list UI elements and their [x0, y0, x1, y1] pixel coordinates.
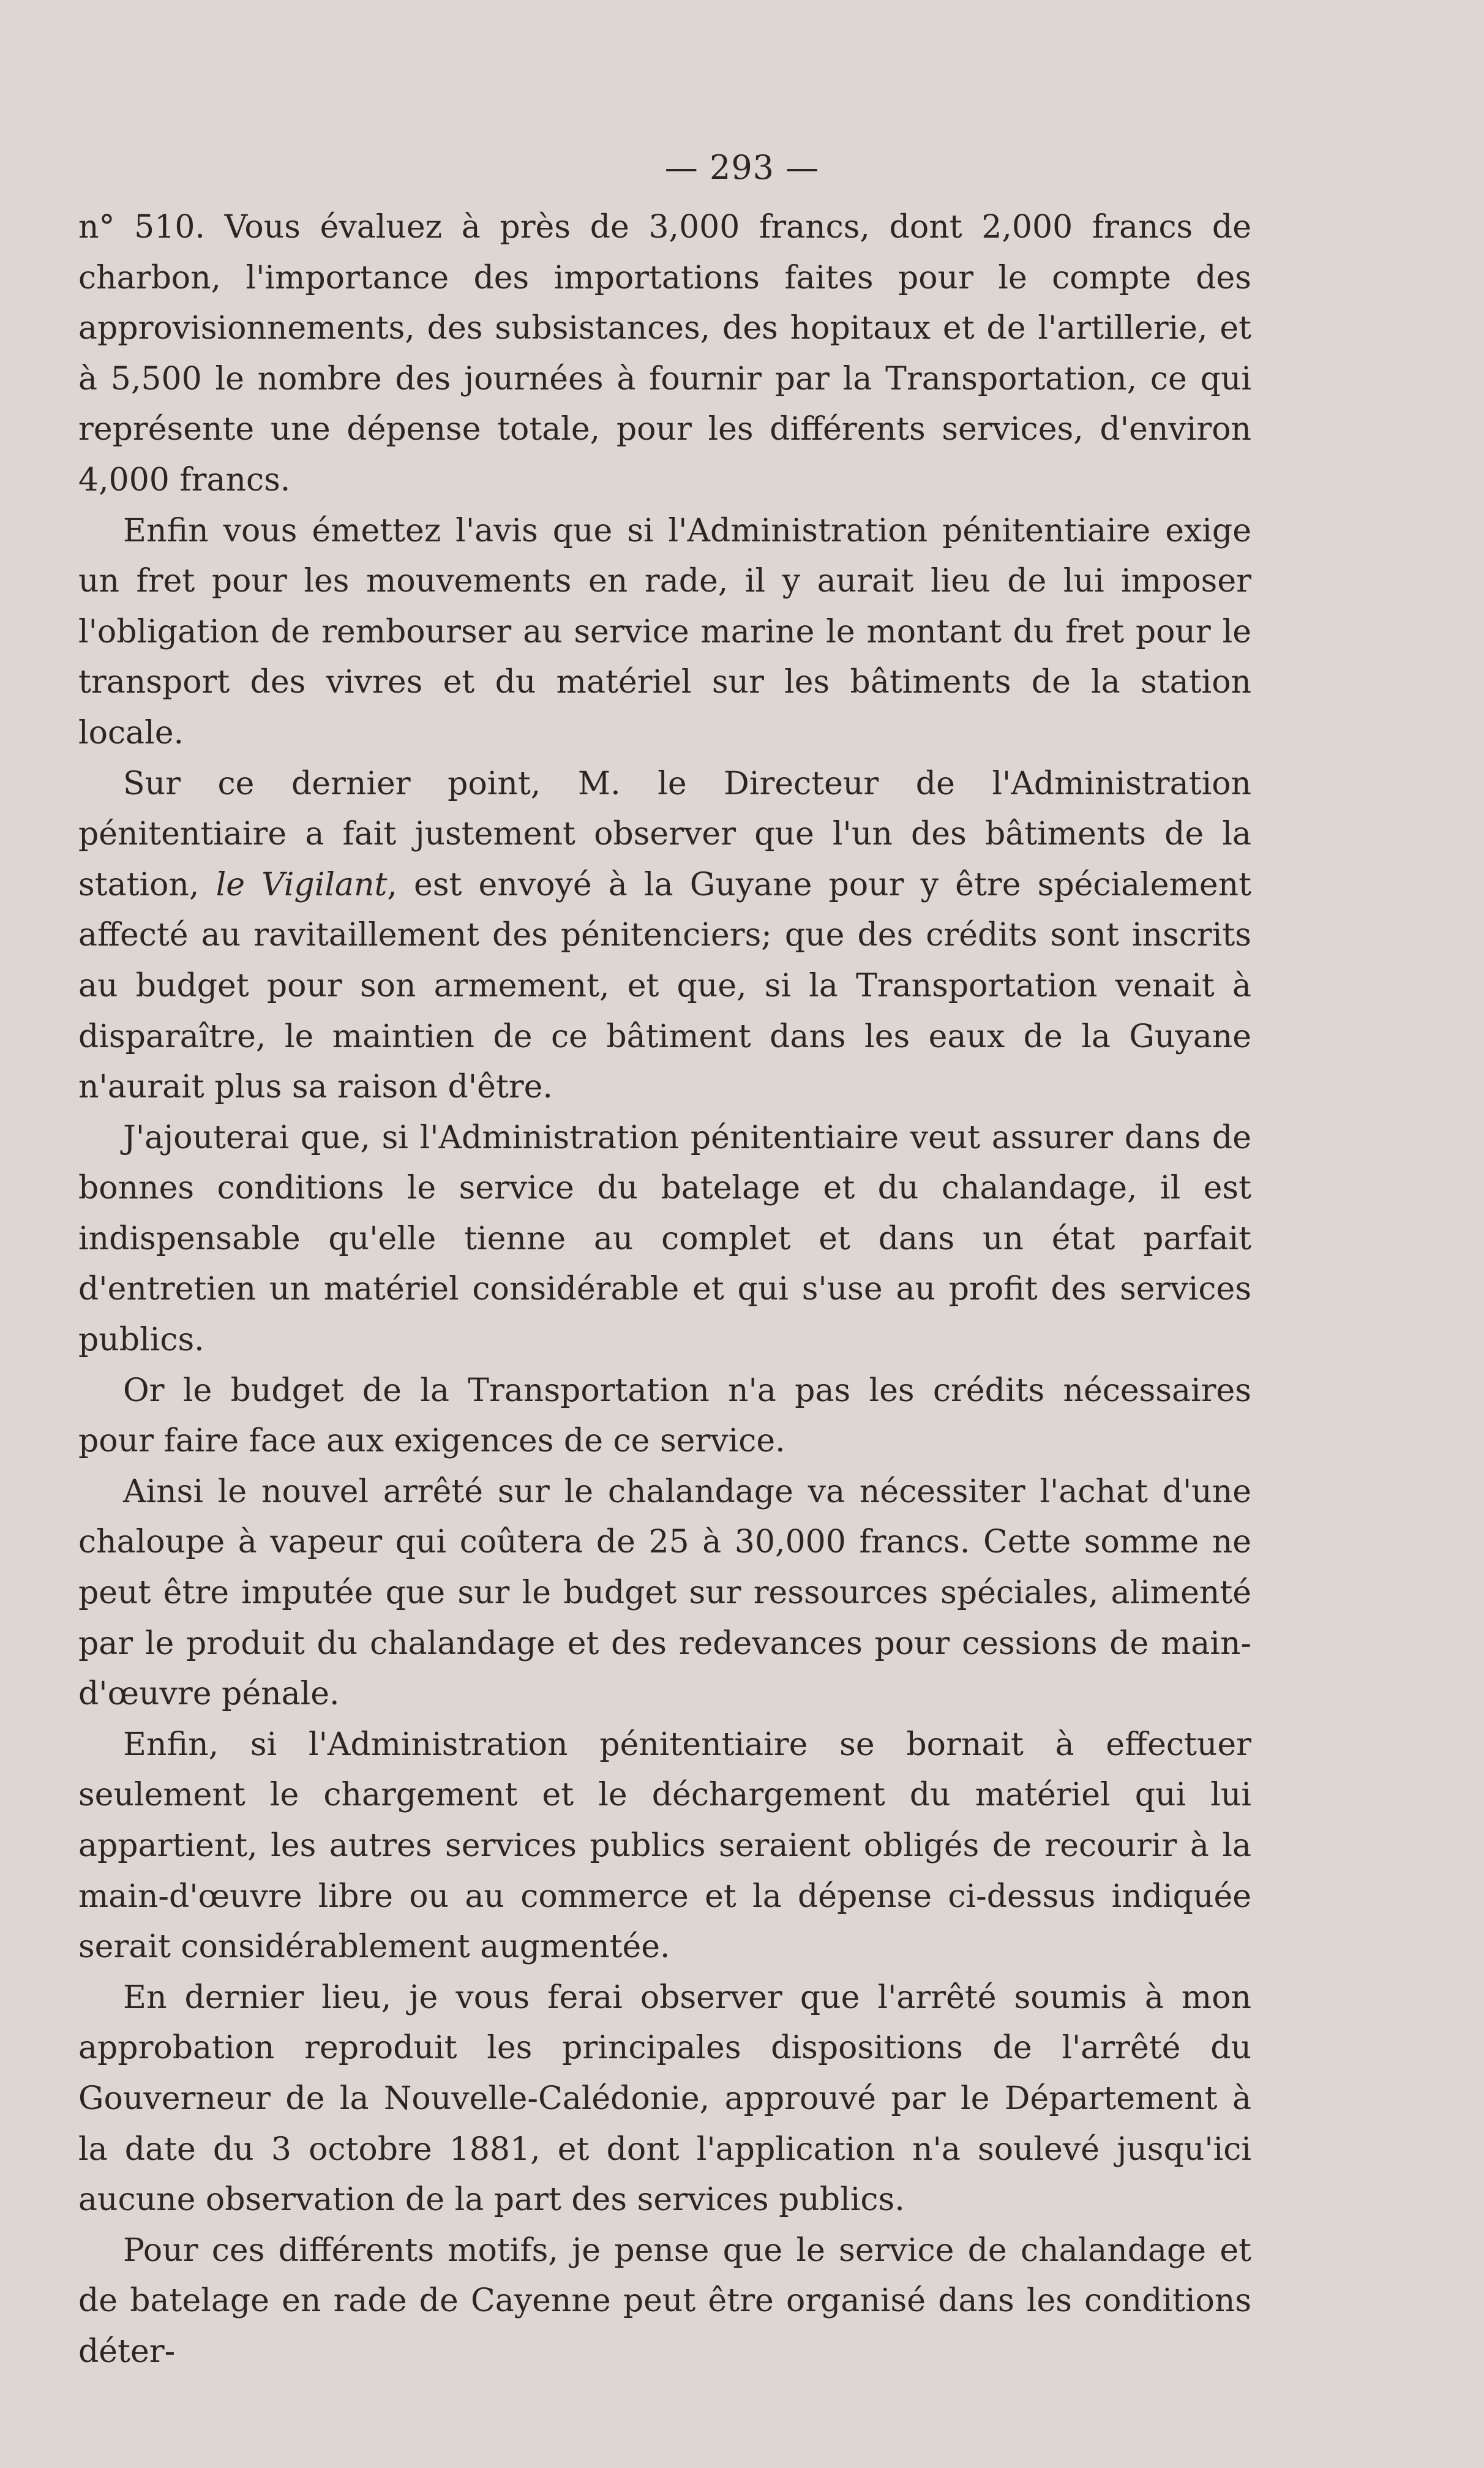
paragraph-4: J'ajouterai que, si l'Administration pénitentiaire veut assurer dans de bonnes conditions le service du batelage et du chalandage, il est indispensable qu'elle tienne au complet et dans un état parfait d'entretien un matériel considérable et qui s'use au profit des services publics.	[78, 1119, 1251, 1359]
paragraph-9: Pour ces différents motifs, je pense que le service de chalandage et de batelage en rade de Cayenne peut être organisé dans les conditions déter-	[78, 2232, 1251, 2370]
paragraph-2: Enfin vous émettez l'avis que si l'Administration pénitentiaire exige un fret pour les mouvements en rade, il y aurait lieu de lui imposer l'obligation de rembourser au service marine le montant du fret pour le transport des vivres et du matériel sur les bâtiments de la station locale.	[78, 512, 1251, 751]
page-number: — 293 —	[664, 148, 820, 187]
ship-name: le Vigilant	[215, 866, 388, 903]
body-text	[78, 202, 1251, 2377]
paragraph-5: Or le budget de la Transportation n'a pas les crédits nécessaires pour faire face aux exigences de ce service.	[78, 1372, 1251, 1460]
paragraph-7: Enfin, si l'Administration pénitentiaire se bornait à effectuer seulement le chargement et le déchargement du matériel qui lui appartient, les autres services publics seraient obligés de recourir à la main-d'œuvre libre ou au commerce et la dépense ci-dessus indiquée serait considérablement augmentée.	[78, 1726, 1251, 1966]
paragraph-6: Ainsi le nouvel arrêté sur le chalandage va nécessiter l'achat d'une chaloupe à vapeur qui coûtera de 25 à 30,000 francs. Cette somme ne peut être imputée que sur le budget sur ressources spéciales, alimenté par le produit du chalandage et des redevances pour cessions de main-d'œuvre pénale.	[78, 1473, 1251, 1713]
paragraph-3: Sur ce dernier point, M. le Directeur de l'Administration pénitentiaire a fait justement observer que l'un des bâtiments de la station, le Vigilant, est envoyé à la Guyane pour y être spécialement affecté au ravitaillement des pénitenciers; que des crédits sont inscrits au budget pour son armement, et que, si la Transportation venait à disparaître, le maintien de ce bâtiment dans les eaux de la Guyane n'aurait plus sa raison d'être.	[78, 765, 1252, 1106]
paragraph-1: n° 510. Vous évaluez à près de 3,000 francs, dont 2,000 francs de charbon, l'importance des importations faites pour le compte des approvisionnements, des subsistances, des hopitaux et de l'artillerie, et à 5,500 le nombre des journées à fournir par la Transportation, ce qui représente une dépense totale, pour les différents services, d'environ 4,000 francs.	[78, 209, 1251, 498]
paragraph-8: En dernier lieu, je vous ferai observer que l'arrêté soumis à mon approbation reproduit les principales dispositions de l'arrêté du Gouverneur de la Nouvelle-Calédonie, approuvé par le Département à la date du 3 octobre 1881, et dont l'application n'a soulevé jusqu'ici aucune observation de la part des services publics.	[78, 1979, 1251, 2219]
